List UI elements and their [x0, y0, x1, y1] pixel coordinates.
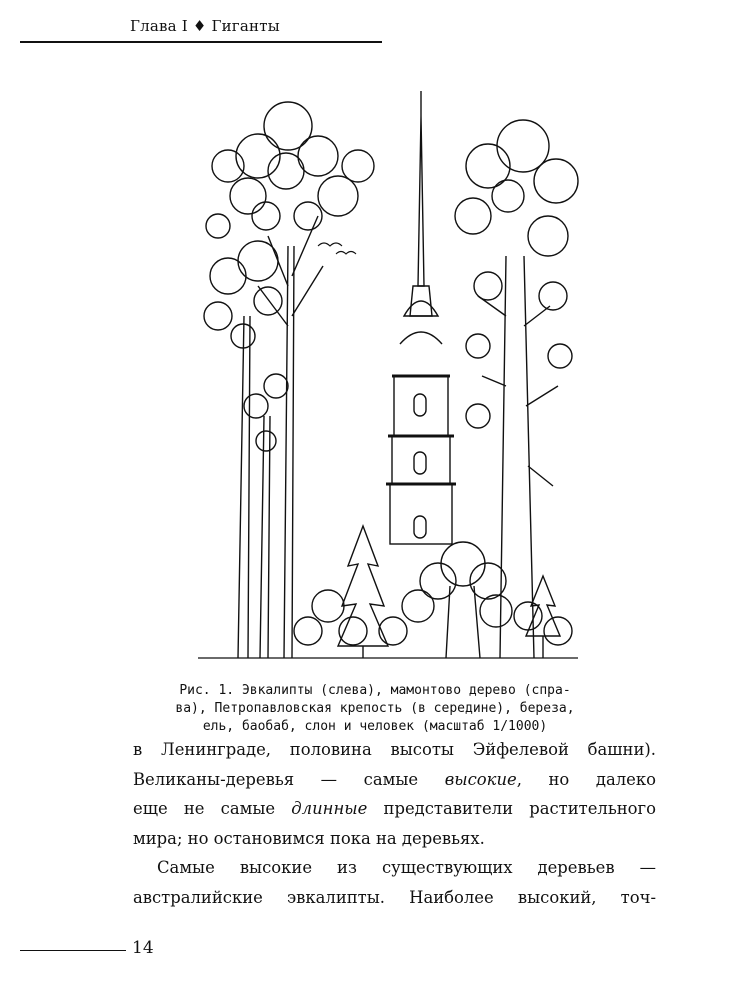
text-run: представители растительного: [367, 799, 656, 818]
text-run: в Ленинграде, половина высоты Эйфелевой башни).: [133, 740, 656, 759]
page-number: 14: [132, 938, 154, 958]
caption-line: ва), Петропавловская крепость (в середине), береза,: [175, 701, 575, 716]
eucalyptus-crown: [206, 102, 374, 238]
figure-caption: [168, 682, 582, 736]
text-line: [133, 765, 656, 795]
eucalyptus-trunk: [284, 246, 294, 658]
text-line: [133, 824, 656, 854]
text-line: [133, 794, 656, 824]
spire: [418, 91, 424, 286]
text-run-italic: высокие: [444, 769, 517, 789]
text-run: Самые высокие из существующих деревьев —: [157, 858, 656, 877]
text-line: [133, 883, 656, 913]
text-run: еще не самые: [133, 799, 292, 818]
running-head: Глава I ♦ Гиганты: [130, 17, 280, 35]
caption-line: ель, баобаб, слон и человек (масштаб 1/1000): [202, 719, 548, 734]
caption-line: Рис. 1. Эвкалипты (слева), мамонтово дерево (спра-: [179, 683, 571, 698]
body-text: [133, 735, 656, 912]
baobab-trunk: [446, 586, 480, 658]
text-line-indented: [133, 853, 656, 883]
sequoia-crown: [455, 120, 578, 428]
text-run: австралийские эвкалипты. Наиболее высокий, точ-: [133, 887, 656, 907]
footer-rule: [20, 950, 126, 951]
spruce-right: [526, 576, 560, 636]
figure-illustration: [188, 86, 588, 666]
text-line: [133, 735, 656, 765]
trees-and-tower-drawing: [188, 86, 588, 666]
text-run-italic: длинные: [291, 799, 368, 818]
header-rule: [20, 41, 382, 43]
text-run: Великаны-деревья — самые: [133, 769, 445, 789]
text-run: , но далеко: [516, 769, 656, 789]
text-run: мира; но остановимся пока на деревьях.: [133, 828, 485, 848]
spruce-left: [338, 526, 388, 646]
